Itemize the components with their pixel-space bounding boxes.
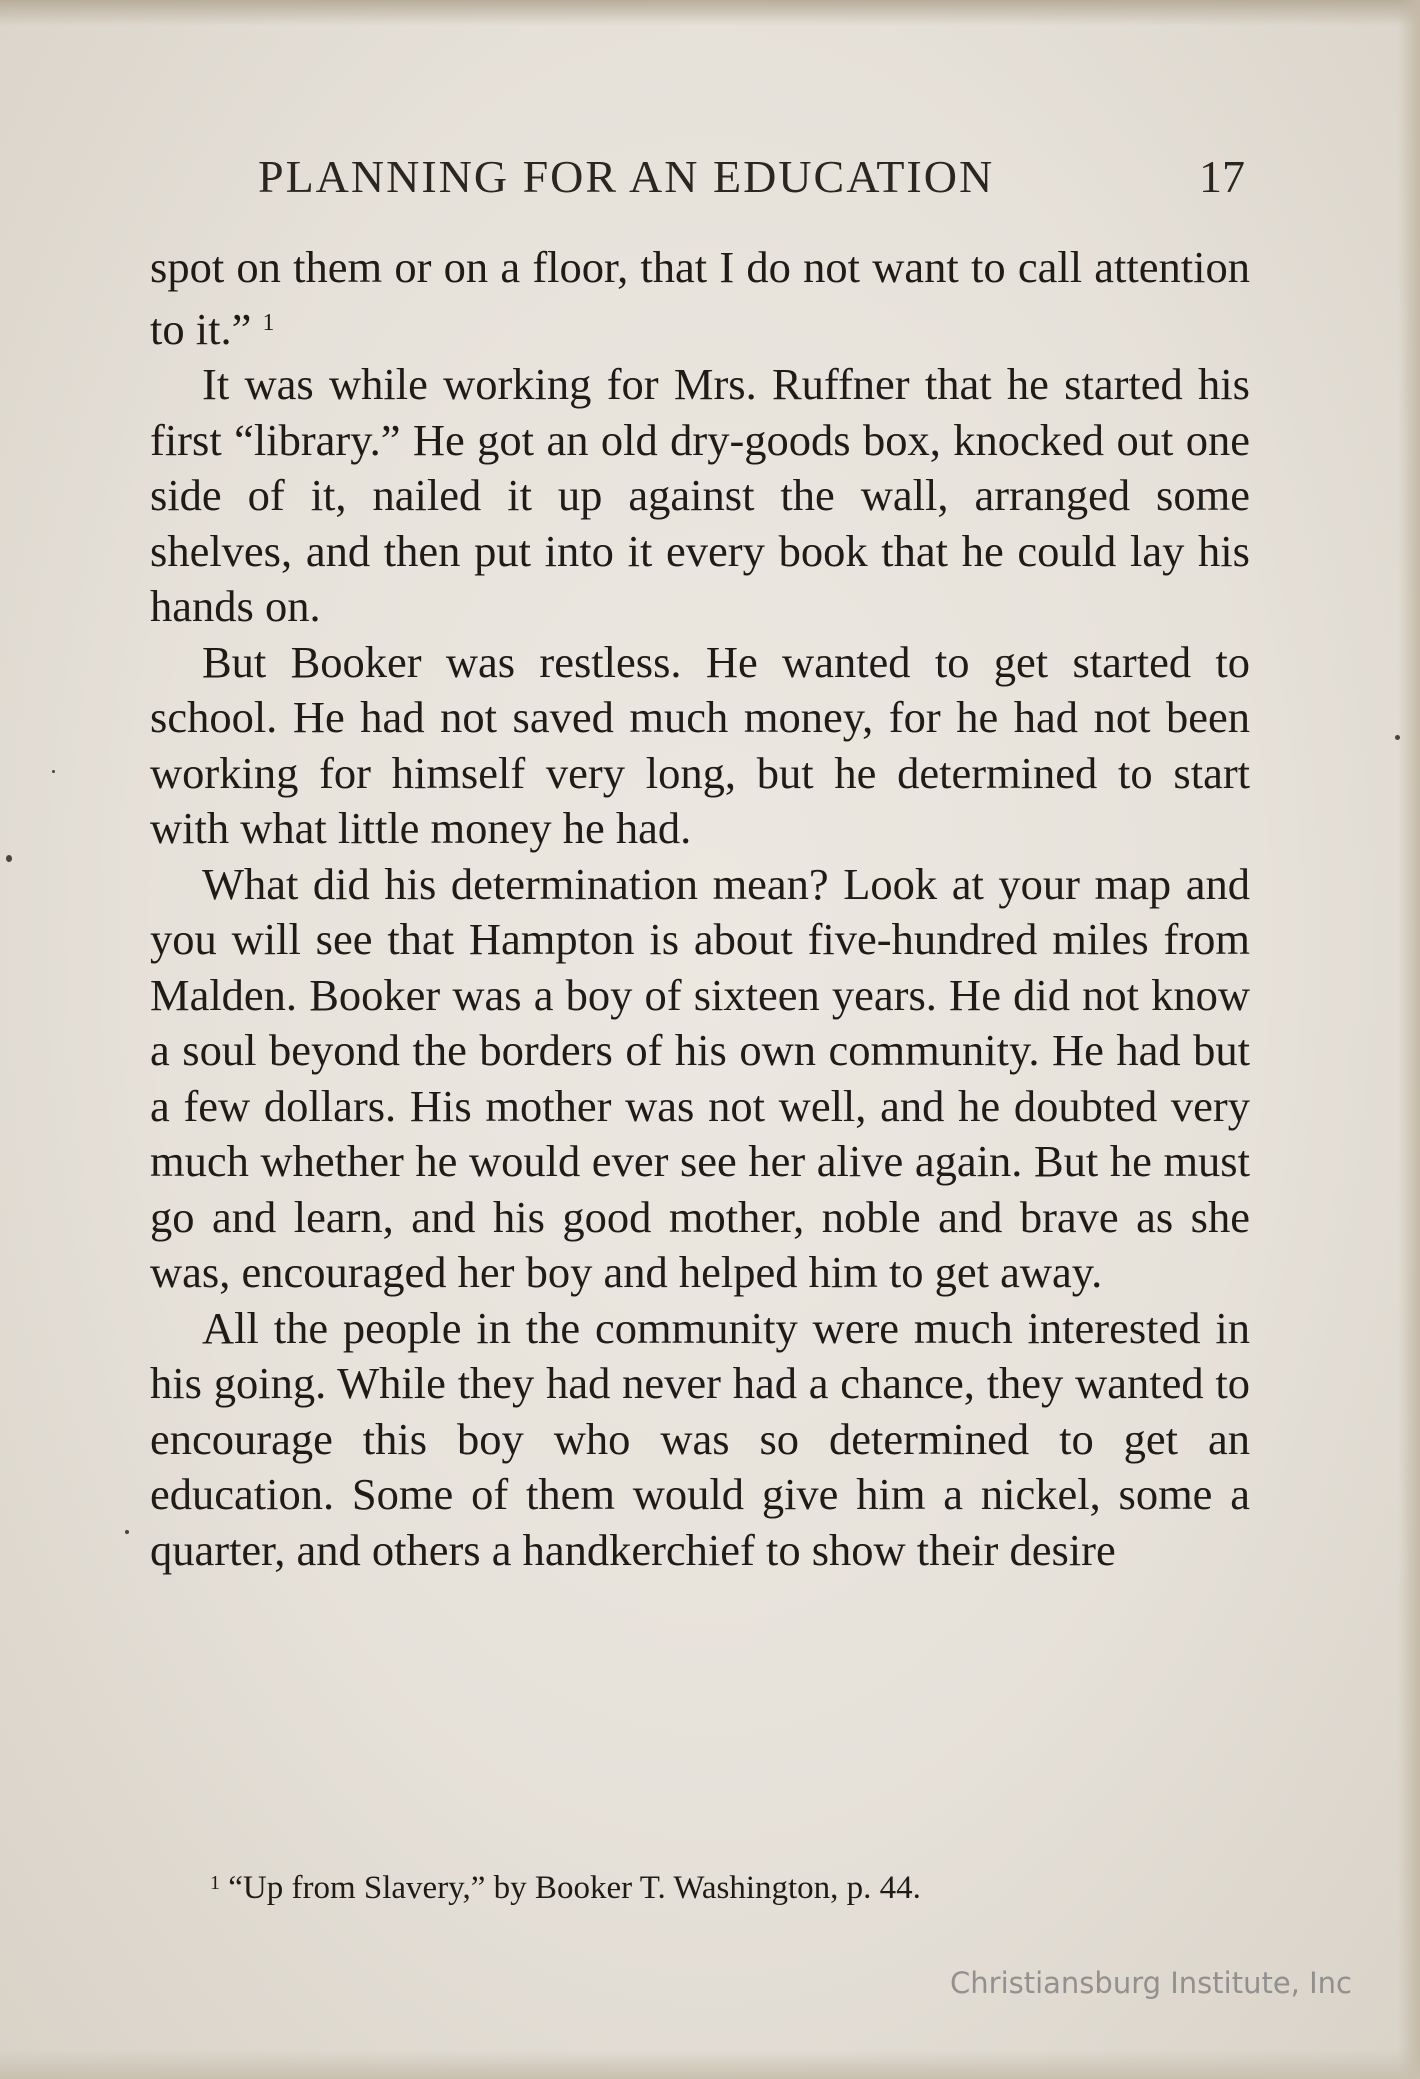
body-text <box>150 240 1250 1578</box>
paragraph: What did his determination mean? Look at your map and you will see that Hampton is about five-hundred miles from Malden. Booker was a boy of sixteen years. He did not know a soul beyond the borders of his own community. He had but a few dollars. His mother was not well, and he doubted very much whether he would ever see her alive again. But he must go and learn, and his good mother, noble and brave as she was, encouraged her boy and helped him to get away. <box>150 858 1250 1297</box>
footnote-text: “Up from Slavery,” by Booker T. Washington, p. 44. <box>228 1870 921 1906</box>
footnote-reference: 1 <box>262 309 275 336</box>
running-title: PLANNING FOR AN EDUCATION <box>258 151 995 202</box>
paragraph: But Booker was restless. He wanted to get started to school. He had not saved much money, for he had not been working for himself very long, but he determined to start with what little money he had. <box>150 636 1250 853</box>
paragraph <box>150 240 1250 357</box>
paragraph: It was while working for Mrs. Ruffner that he started his first “library.” He got an old dry-goods box, knocked out one side of it, nailed it up against the wall, arranged some shelves, and then put into it every book that he could lay his hands on. <box>150 359 1250 631</box>
footnote-marker: 1 <box>210 1872 220 1894</box>
page-top-edge <box>0 0 1420 26</box>
paper-speck <box>125 1530 129 1534</box>
paper-speck <box>1395 735 1400 740</box>
paragraph: All the people in the community were much interested in his going. While they had never had a chance, they wanted to encourage this boy who was so determined to get an education. Some of them would give him a nickel, some a quarter, and others a handkerchief to show their desire <box>150 1302 1250 1575</box>
footnote <box>210 1870 1210 1907</box>
page-number: 17 <box>1199 151 1245 202</box>
page-right-edge <box>1398 0 1420 2079</box>
watermark: Christiansburg Institute, Inc <box>950 1966 1352 2000</box>
paragraph-text: spot on them or on a floor, that I do not want to call attention to it.” <box>150 242 1250 354</box>
running-header <box>150 150 1250 210</box>
paper-speck <box>6 855 12 862</box>
paper-speck <box>52 770 55 773</box>
page-bottom-edge <box>0 2049 1420 2079</box>
